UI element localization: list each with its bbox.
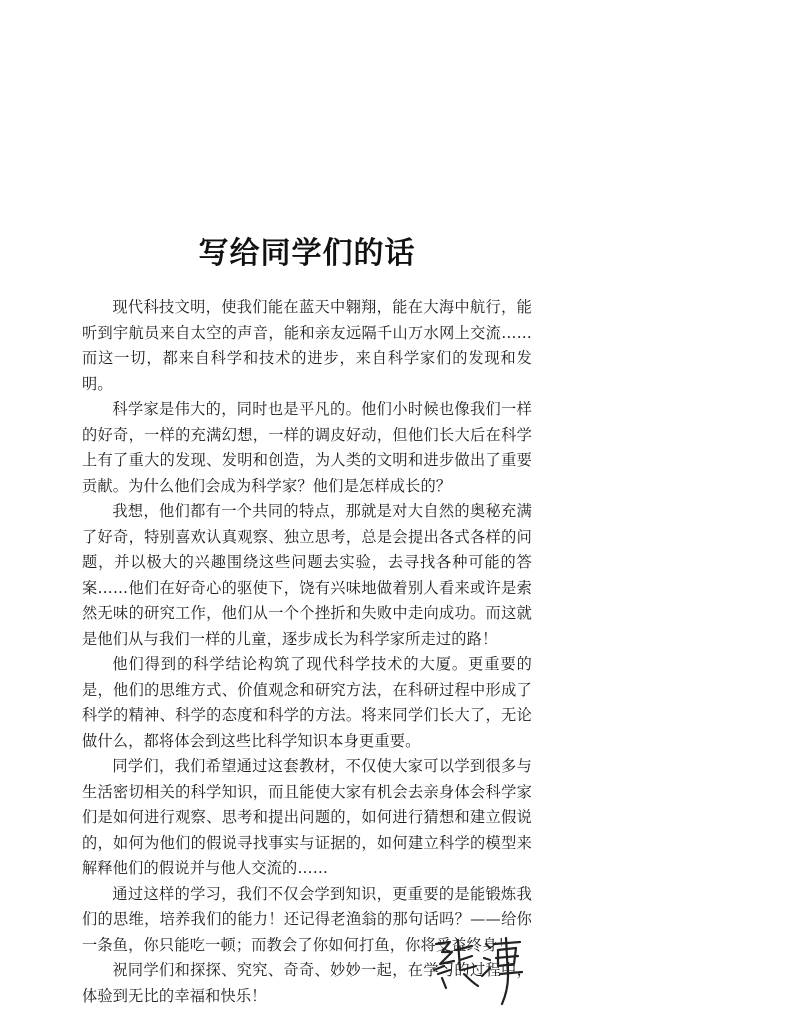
handwritten-signature — [428, 930, 528, 1010]
paragraph-6: 通过这样的学习，我们不仅会学到知识，更重要的是能锻炼我们的思维，培养我们的能力！还记得老渔翁的那句话吗？——给你一条鱼，你只能吃一顿；而教会了你如何打鱼，你将受益终身！ — [82, 884, 532, 954]
paragraph-4: 他们得到的科学结论构筑了现代科学技术的大厦。更重要的是，他们的思维方式、价值观念和研究方法，在科研过程中形成了科学的精神、科学的态度和科学的方法。将来同学们长大了，无论做什么，都将体会到这些比科学知识本身更重要。 — [82, 655, 532, 750]
letter-body — [82, 295, 532, 1009]
paragraph-1: 现代科技文明，使我们能在蓝天中翱翔，能在大海中航行，能听到宇航员来自太空的声音，能和亲友远隔千山万水网上交流……而这一切，都来自科学和技术的进步，来自科学家们的发现和发明。 — [82, 298, 532, 393]
paragraph-2: 科学家是伟大的，同时也是平凡的。他们小时候也像我们一样的好奇，一样的充满幻想，一样的调皮好动，但他们长大后在科学上有了重大的发现、发明和创造，为人类的文明和进步做出了重要贡献。为什么他们会成为科学家？他们是怎样成长的？ — [82, 400, 532, 495]
paragraph-5: 同学们，我们希望通过这套教材，不仅使大家可以学到很多与生活密切相关的科学知识，而且能使大家有机会去亲身体会科学家们是如何进行观察、思考和提出问题的，如何进行猜想和建立假说的，如何为他们的假说寻找事实与证据的，如何建立科学的模型来解释他们的假说并与他人交流的…… — [82, 757, 532, 877]
paragraph-7: 祝同学们和探探、究究、奇奇、妙妙一起，在学习的过程中，体验到无比的幸福和快乐！ — [82, 961, 532, 1005]
page-title: 写给同学们的话 — [198, 236, 416, 271]
paragraph-3: 我想，他们都有一个共同的特点，那就是对大自然的奥秘充满了好奇，特别喜欢认真观察、独立思考，总是会提出各式各样的问题，并以极大的兴趣围绕这些问题去实验，去寻找各种可能的答案……他们在好奇心的驱使下，饶有兴味地做着别人看来或许是索然无味的研究工作，他们从一个个挫折和失败中走向成功。而这就是他们从与我们一样的儿童，逐步成长为科学家所走过的路！ — [82, 502, 532, 648]
